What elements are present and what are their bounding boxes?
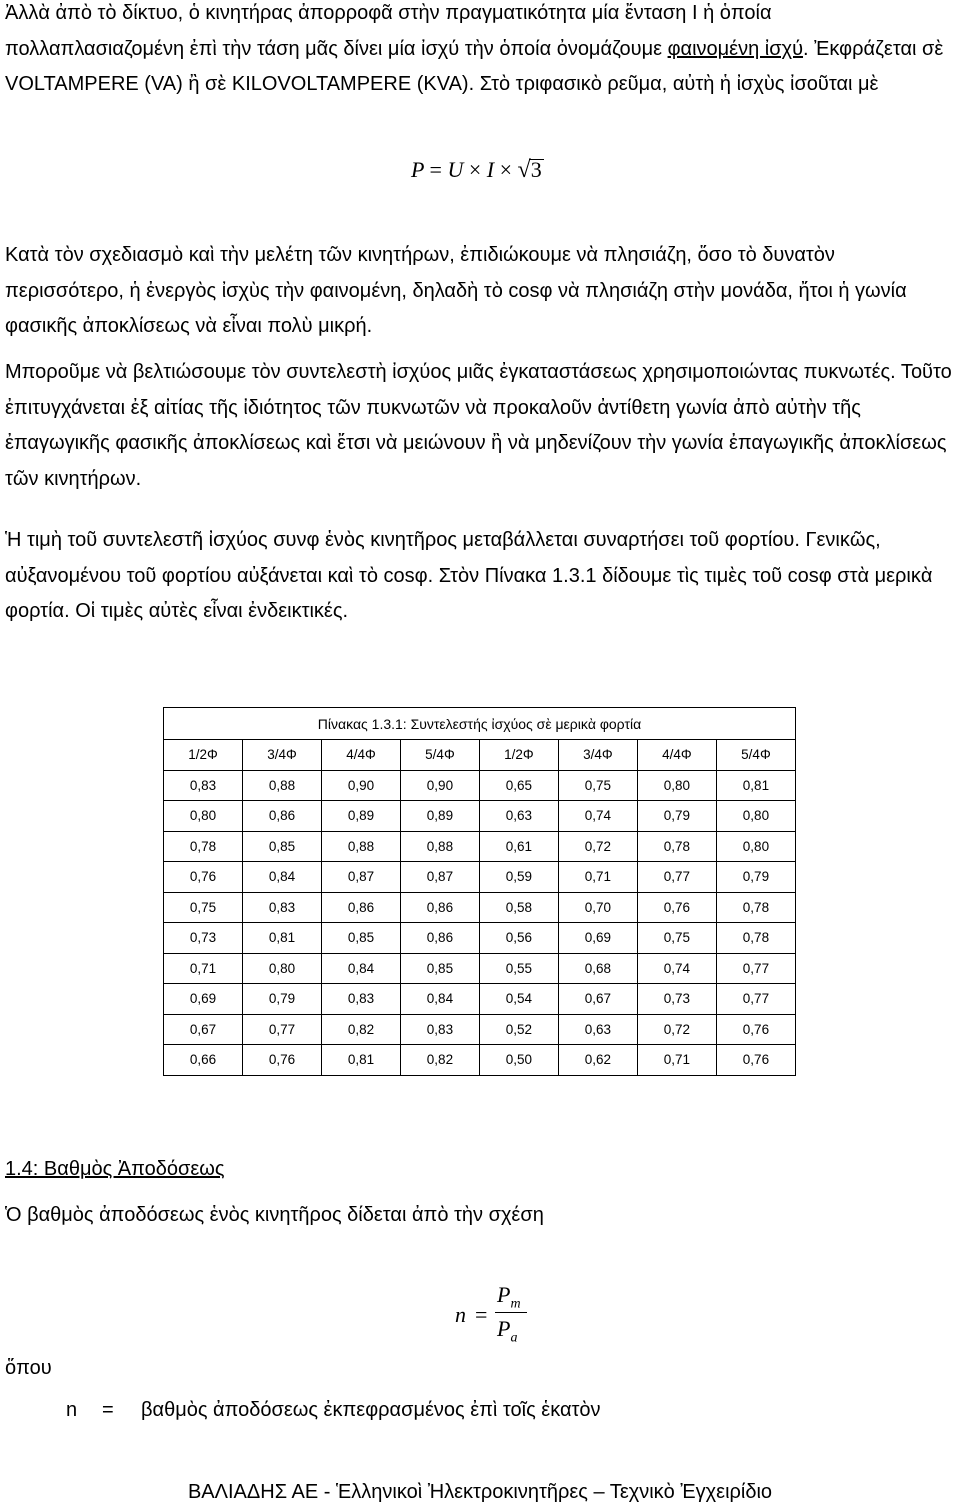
- table-cell: 0,86: [321, 892, 400, 923]
- table-cell: 1/2Φ: [479, 740, 558, 771]
- table-cell: 0,82: [321, 1014, 400, 1045]
- intro-text-end: . Ἐκφράζεται σὲ VOLTAMPERE (VA) ἢ σὲ KILOVOLTAMPERE (KVA). Στὸ τριφασικὸ ρεῦμα, αὐτὴ ἡ ἰσχὺς ἰσοῦται μὲ: [5, 37, 944, 95]
- table-cell: 0,83: [321, 984, 400, 1015]
- table-cell: 0,78: [164, 831, 243, 862]
- table-cell: 0,63: [479, 801, 558, 832]
- table-cell: 0,84: [321, 953, 400, 984]
- table-cell: 0,75: [164, 892, 243, 923]
- table-cell: 0,88: [242, 770, 321, 801]
- table-cell: 0,82: [400, 1045, 479, 1076]
- table-cell: 0,79: [637, 801, 716, 832]
- table-cell: 0,55: [479, 953, 558, 984]
- table-cell: 0,76: [242, 1045, 321, 1076]
- table-cell: 0,85: [321, 923, 400, 954]
- table-row: [164, 1014, 796, 1045]
- table-cell: 0,72: [637, 1014, 716, 1045]
- definition-equals: =: [102, 1399, 114, 1421]
- where-label: ὅπου: [5, 1357, 52, 1379]
- table-cell: 0,85: [400, 953, 479, 984]
- table-cell: 0,84: [242, 862, 321, 893]
- table-cell: 0,85: [242, 831, 321, 862]
- table-cell: 0,62: [558, 1045, 637, 1076]
- table-row: [164, 1045, 796, 1076]
- table-row: [164, 831, 796, 862]
- table-cell: 0,72: [558, 831, 637, 862]
- table-cell: 0,83: [400, 1014, 479, 1045]
- table-cell: 0,81: [716, 770, 795, 801]
- table-cell: 0,73: [164, 923, 243, 954]
- table-cell: 0,65: [479, 770, 558, 801]
- table-cell: 0,89: [321, 801, 400, 832]
- table-header-row: [164, 740, 796, 771]
- table-cell: 0,83: [242, 892, 321, 923]
- table-cell: 0,86: [400, 923, 479, 954]
- table-cell: 0,74: [637, 953, 716, 984]
- formula-p: P: [411, 157, 425, 182]
- table-cell: 0,80: [637, 770, 716, 801]
- table-cell: 3/4Φ: [558, 740, 637, 771]
- table-cell: 0,67: [164, 1014, 243, 1045]
- table-cell: 0,67: [558, 984, 637, 1015]
- definition-text: βαθμὸς ἀποδόσεως ἐκπεφρασμένος ἐπὶ τοῖς ἑκατὸν: [141, 1399, 601, 1421]
- design-paragraph: Κατὰ τὸν σχεδιασμὸ καὶ τὴν μελέτη τῶν κινητήρων, ἐπιδιώκουμε νὰ πλησιάζη, ὅσο τὸ δυνατὸν περισσότερο, ἡ ἐνεργὸς ἰσχὺς τὴν φαινομένη, δηλαδὴ τὸ cosφ νὰ πλησιάζη στὴν μονάδα, ἤτοι ἡ γωνία φασικῆς ἀποκλίσεως νὰ εἶναι πολὺ μικρή.: [5, 244, 907, 337]
- intro-text-start: Ἀλλὰ ἀπὸ τὸ δίκτυο, ὁ κινητήρας ἀπορροφᾶ στὴν πραγματικότητα μία ἔνταση I ἡ ὁποία πολλαπλασιαζομένη ἐπὶ τὴν τάση μᾶς δίνει μία ἰσχύ τὴν ὁποία ὀνομάζουμε: [5, 2, 772, 60]
- table-cell: 0,76: [716, 1014, 795, 1045]
- table-cell: 0,78: [637, 831, 716, 862]
- intro-paragraph: [5, 0, 955, 103]
- table-cell: 0,54: [479, 984, 558, 1015]
- table-row: [164, 801, 796, 832]
- apparent-power-formula: [411, 157, 542, 184]
- table-caption: Πίνακας 1.3.1: Συντελεστής ἰσχύος σὲ μερικὰ φορτία: [164, 708, 796, 740]
- table-cell: 0,76: [164, 862, 243, 893]
- table-cell: 0,77: [242, 1014, 321, 1045]
- page-footer: ΒΑΛΙΑΔΗΣ ΑΕ - Ἑλληνικοὶ Ἠλεκτροκινητῆρες – Τεχνικὸ Ἐγχειρίδιο: [187, 1481, 773, 1503]
- table-row: [164, 984, 796, 1015]
- table-cell: 4/4Φ: [637, 740, 716, 771]
- table-cell: 5/4Φ: [716, 740, 795, 771]
- table-cell: 0,81: [242, 923, 321, 954]
- capacitor-paragraph: Μποροῦμε νὰ βελτιώσουμε τὸν συντελεστὴ ἰσχύος μιᾶς ἐγκαταστάσεως χρησιμοποιώντας πυκνωτές. Τοῦτο ἐπιτυγχάνεται ἐξ αἰτίας τῆς ἰδιότητος τῶν πυκνωτῶν νὰ προκαλοῦν ἀντίθετη γωνία ἀπὸ αὐτὴν τῆς ἐπαγωγικῆς φασικῆς ἀποκλίσεως καὶ ἔτσι νὰ μειώνουν ἢ νὰ μηδενίζουν τὴν γωνία ἐπαγωγικῆς ἀποκλίσεως τῶν κινητήρων.: [5, 361, 952, 490]
- formula-eff-equals: =: [475, 1302, 488, 1327]
- table-row: [164, 892, 796, 923]
- table-cell: 0,66: [164, 1045, 243, 1076]
- table-cell: 0,79: [242, 984, 321, 1015]
- table-cell: 0,90: [400, 770, 479, 801]
- table-cell: 4/4Φ: [321, 740, 400, 771]
- efficiency-intro: Ὁ βαθμὸς ἀποδόσεως ἑνὸς κινητῆρος δίδεται ἀπὸ τὴν σχέση: [5, 1204, 544, 1226]
- table-cell: 0,75: [558, 770, 637, 801]
- table-cell: 0,86: [242, 801, 321, 832]
- formula-u: U: [447, 157, 464, 182]
- table-cell: 0,71: [558, 862, 637, 893]
- table-cell: 0,77: [637, 862, 716, 893]
- formula-root-value: 3: [530, 157, 542, 182]
- table-cell: 0,87: [321, 862, 400, 893]
- table-cell: 0,71: [637, 1045, 716, 1076]
- table-cell: 0,71: [164, 953, 243, 984]
- table-cell: 0,80: [164, 801, 243, 832]
- formula-denominator: $P_a$: [497, 1316, 518, 1346]
- table-row: [164, 770, 796, 801]
- table-cell: 0,80: [716, 831, 795, 862]
- table-cell: 0,56: [479, 923, 558, 954]
- table-cell: 0,74: [558, 801, 637, 832]
- table-cell: 0,77: [716, 953, 795, 984]
- formula-equals: =: [429, 157, 442, 182]
- table-row: [164, 923, 796, 954]
- formula-n: n: [455, 1302, 466, 1327]
- table-cell: 0,50: [479, 1045, 558, 1076]
- fraction-bar: [495, 1312, 527, 1313]
- table-cell: 0,78: [716, 923, 795, 954]
- table-cell: 0,73: [637, 984, 716, 1015]
- power-factor-table: [163, 707, 796, 1076]
- formula-times-2: ×: [499, 157, 513, 182]
- table-cell: 0,76: [637, 892, 716, 923]
- table-cell: 3/4Φ: [242, 740, 321, 771]
- table-cell: 0,80: [242, 953, 321, 984]
- formula-numerator: $P_m$: [497, 1282, 521, 1312]
- formula-i: I: [486, 157, 495, 182]
- table-cell: 0,88: [321, 831, 400, 862]
- table-row: [164, 862, 796, 893]
- section-heading: 1.4: Βαθμὸς Ἀποδόσεως: [5, 1158, 225, 1180]
- table-cell: 0,76: [716, 1045, 795, 1076]
- table-cell: 0,63: [558, 1014, 637, 1045]
- table-cell: 0,59: [479, 862, 558, 893]
- table-cell: 0,52: [479, 1014, 558, 1045]
- table-cell: 5/4Φ: [400, 740, 479, 771]
- table-cell: 0,79: [716, 862, 795, 893]
- definition-symbol: n: [66, 1399, 78, 1421]
- table-cell: 0,80: [716, 801, 795, 832]
- table-cell: 0,78: [716, 892, 795, 923]
- table-cell: 0,69: [164, 984, 243, 1015]
- table-cell: 0,58: [479, 892, 558, 923]
- table-cell: 0,61: [479, 831, 558, 862]
- table-cell: 0,70: [558, 892, 637, 923]
- table-cell: 0,77: [716, 984, 795, 1015]
- formula-times-1: ×: [468, 157, 482, 182]
- table-cell: 0,90: [321, 770, 400, 801]
- table-cell: 0,68: [558, 953, 637, 984]
- table-cell: 0,86: [400, 892, 479, 923]
- table-cell: 0,88: [400, 831, 479, 862]
- table-cell: 0,87: [400, 862, 479, 893]
- table-cell: 0,89: [400, 801, 479, 832]
- table-row: [164, 953, 796, 984]
- table-cell: 1/2Φ: [164, 740, 243, 771]
- apparent-power-term: φαινομένη ἰσχύ: [667, 37, 804, 60]
- sqrt-sign-icon: √: [517, 157, 531, 183]
- sqrt-overline: [529, 159, 544, 160]
- table-cell: 0,69: [558, 923, 637, 954]
- load-paragraph: Ἡ τιμὴ τοῦ συντελεστῆ ἰσχύος συνφ ἑνὸς κινητῆρος μεταβάλλεται συναρτήσει τοῦ φορτίου. Γενικῶς, αὐξανομένου τοῦ φορτίου αὐξάνεται καὶ τὸ cosφ. Στὸν Πίνακα 1.3.1 δίδουμε τὶς τιμὲς τοῦ cosφ στὰ μερικὰ φορτία. Οἱ τιμὲς αὐτὲς εἶναι ἐνδεικτικές.: [5, 529, 933, 622]
- table-cell: 0,81: [321, 1045, 400, 1076]
- table-cell: 0,75: [637, 923, 716, 954]
- table-cell: 0,83: [164, 770, 243, 801]
- table-cell: 0,84: [400, 984, 479, 1015]
